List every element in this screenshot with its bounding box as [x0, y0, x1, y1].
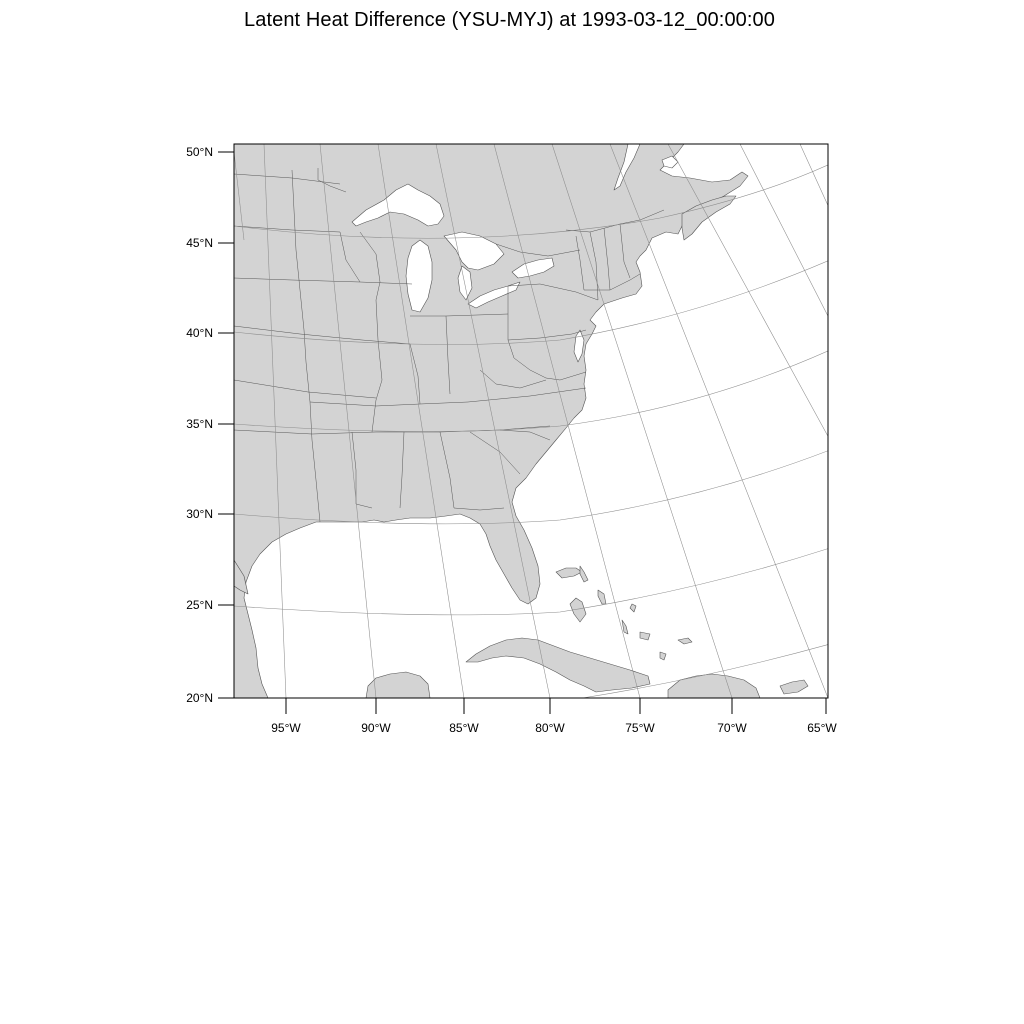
- map-title: Latent Heat Difference (YSU-MYJ) at 1993-03-12_00:00:00: [244, 9, 775, 31]
- latitude-axis: [186, 145, 234, 705]
- lat-label-20: 20°N: [186, 691, 213, 705]
- lat-label-45: 45°N: [186, 236, 213, 250]
- lat-label-40: 40°N: [186, 326, 213, 340]
- lon-label-75: 75°W: [625, 721, 655, 735]
- lat-label-30: 30°N: [186, 507, 213, 521]
- parallel-50n: [234, 126, 830, 142]
- lat-label-35: 35°N: [186, 417, 213, 431]
- lon-label-85: 85°W: [449, 721, 479, 735]
- lon-label-95: 95°W: [271, 721, 301, 735]
- lon-label-70: 70°W: [717, 721, 747, 735]
- lat-label-50: 50°N: [186, 145, 213, 159]
- lon-label-90: 90°W: [361, 721, 391, 735]
- longitude-axis: [271, 698, 837, 735]
- lon-label-80: 80°W: [535, 721, 565, 735]
- lat-label-25: 25°N: [186, 598, 213, 612]
- lon-label-65: 65°W: [807, 721, 837, 735]
